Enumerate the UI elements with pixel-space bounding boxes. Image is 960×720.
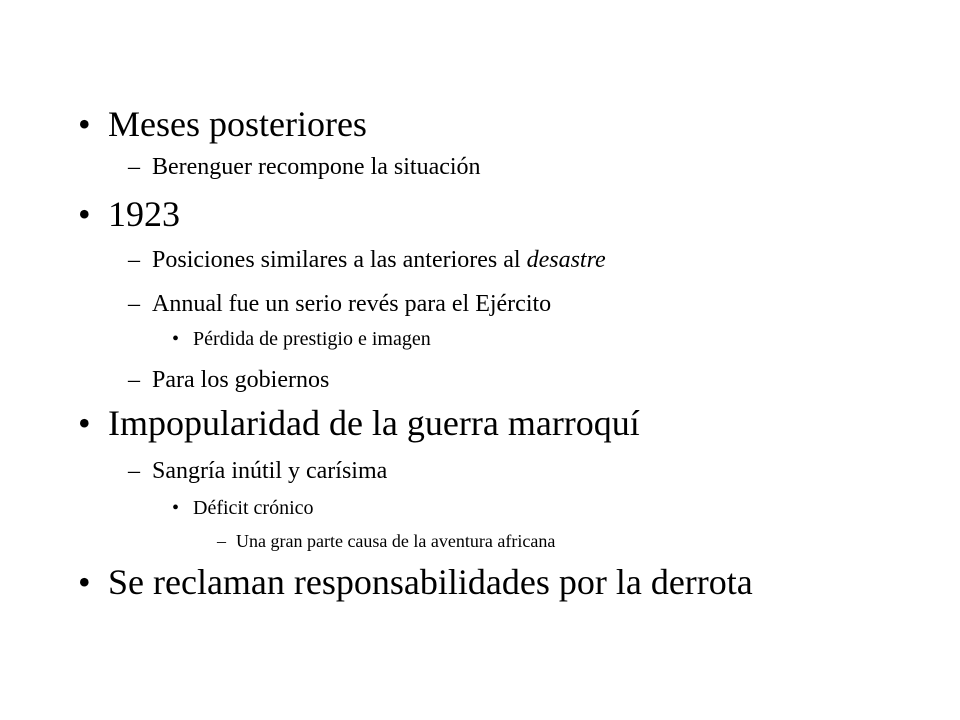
bullet-icon: • xyxy=(78,403,91,443)
bullet-text: Se reclaman responsabilidades por la derrota xyxy=(108,562,753,602)
dash-icon: – xyxy=(128,154,140,180)
bullet-icon: • xyxy=(78,104,91,144)
sub-bullet-text: Sangría inútil y carísima xyxy=(152,458,388,484)
bullet-icon: • xyxy=(78,194,91,234)
dash-icon: – xyxy=(128,291,140,317)
dash-icon: – xyxy=(128,367,140,393)
bullet-text: Impopularidad de la guerra marroquí xyxy=(108,403,640,443)
sub-bullet-text: Para los gobiernos xyxy=(152,367,330,393)
dash-icon: – xyxy=(128,458,140,484)
sub-sub-bullet-text: Pérdida de prestigio e imagen xyxy=(193,328,431,350)
sub-bullet-text: Berenguer recompone la situación xyxy=(152,154,481,180)
sub-bullet-text-plain: Posiciones similares a las anteriores al xyxy=(152,247,527,273)
sub-sub-bullet-text: Déficit crónico xyxy=(193,497,314,519)
bullet-text: Meses posteriores xyxy=(108,104,367,144)
dash-icon: – xyxy=(217,531,226,551)
bullet-icon: • xyxy=(172,497,180,519)
bullet-text: 1923 xyxy=(108,194,180,234)
sub-bullet-text xyxy=(152,246,606,274)
sub-bullet-text: Annual fue un serio revés para el Ejército xyxy=(152,291,552,317)
level4-bullet-text: Una gran parte causa de la aventura africana xyxy=(236,531,556,551)
bullet-icon: • xyxy=(172,328,180,350)
dash-icon: – xyxy=(128,247,140,273)
emphasized-word: desastre xyxy=(526,247,606,273)
bullet-icon: • xyxy=(78,562,91,602)
